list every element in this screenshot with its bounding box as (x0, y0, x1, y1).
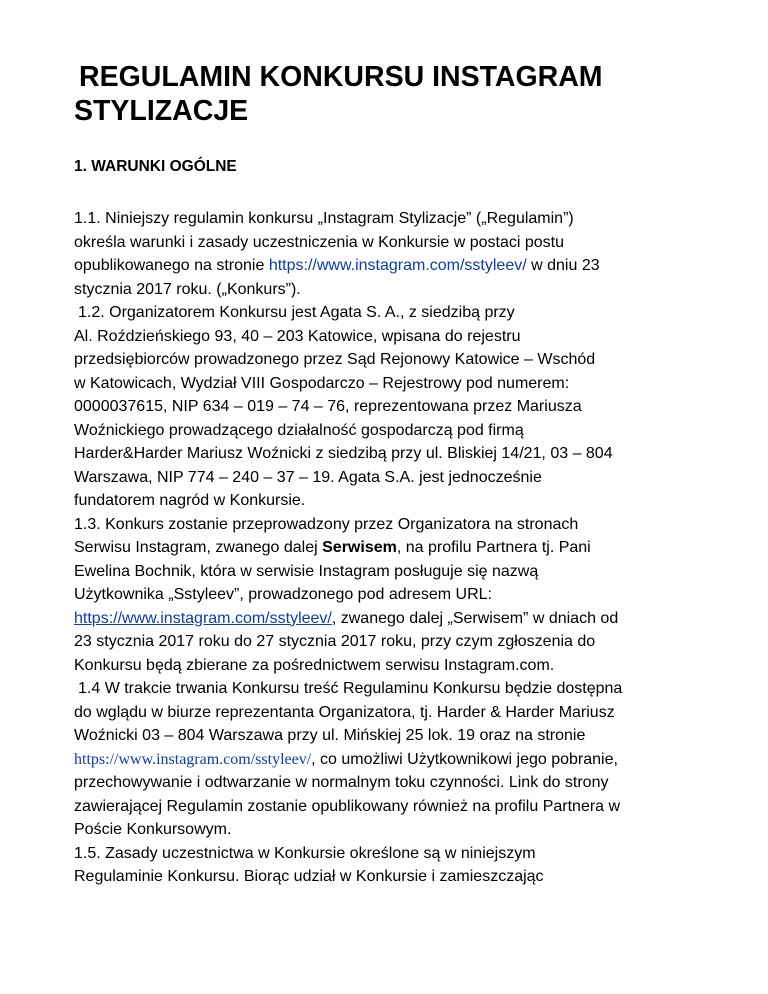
text-segment: Serwisu Instagram, zwanego dalej (74, 539, 323, 556)
text-segment: , zwanego dalej „Serwisem” w dniach od (331, 609, 619, 627)
text-line: Warszawa, NIP 774 – 240 – 37 – 19. Agata S.A. jest jednocześnie (74, 468, 542, 486)
instagram-link[interactable]: https://www.instagram.com/sstyleev/ (268, 257, 527, 274)
text-line: Poście Konkursowym. (74, 821, 232, 838)
section-heading: 1. WARUNKI OGÓLNE (74, 158, 237, 175)
text-line (74, 254, 714, 278)
document-title (74, 60, 714, 128)
text-line: w Katowicach, Wydział VIII Gospodarczo – Rejestrowy pod numerem: (74, 374, 570, 392)
text-line: Harder&Harder Mariusz Woźnicki z siedzibą przy ul. Bliskiej 14/21, 03 – 804 (74, 445, 613, 462)
text-line: przechowywanie i odtwarzanie w normalnym toku czynności. Link do strony (74, 774, 609, 791)
text-line: 1.3. Konkurs zostanie przeprowadzony przez Organizatora na stronach (74, 515, 579, 533)
text-line (74, 536, 714, 560)
text-line: 0000037615, NIP 634 – 019 – 74 – 76, reprezentowana przez Mariusza (74, 398, 582, 415)
bold-term: Serwisem (322, 539, 397, 556)
text-segment: w dniu 23 (526, 257, 600, 274)
text-line: Konkursu będą zbierane za pośrednictwem serwisu Instagram.com. (74, 656, 555, 674)
text-segment: , na profilu Partnera tj. Pani (396, 539, 591, 556)
text-line (74, 748, 714, 772)
text-line: do wglądu w biurze reprezentanta Organizatora, tj. Harder & Harder Mariusz (74, 703, 615, 721)
text-line: zawierającej Regulamin zostanie opublikowany również na profilu Partnera w (74, 797, 621, 815)
text-line: 1.1. Niniejszy regulamin konkursu „Instagram Stylizacje” („Regulamin”) (74, 210, 574, 227)
title-line-2: STYLIZACJE (74, 95, 249, 127)
text-segment: , co umożliwi Użytkownikowi jego pobranie, (311, 750, 618, 768)
text-line: przedsiębiorców prowadzonego przez Sąd Rejonowy Katowice – Wschód (74, 351, 596, 368)
text-line: stycznia 2017 roku. („Konkurs”). (74, 280, 301, 298)
instagram-link[interactable]: https://www.instagram.com/sstyleev/ (74, 750, 312, 768)
text-line: fundatorem nagród w Konkursie. (74, 492, 306, 509)
regulations-body (74, 207, 714, 889)
text-line: 1.2. Organizatorem Konkursu jest Agata S. A., z siedzibą przy (78, 304, 515, 321)
text-line: 1.4 W trakcie trwania Konkursu treść Regulaminu Konkursu będzie dostępna (78, 680, 623, 697)
text-line: Ewelina Bochnik, która w serwisie Instagram posługuje się nazwą (74, 562, 539, 580)
instagram-link[interactable]: https://www.instagram.com/sstyleev/ (74, 609, 332, 627)
text-line: Regulaminie Konkursu. Biorąc udział w Konkursie i zamieszczając (74, 868, 544, 885)
text-line: Woźnickiego prowadzącego działalność gospodarczą pod firmą (74, 421, 524, 439)
title-line-1: REGULAMIN KONKURSU INSTAGRAM (79, 61, 603, 93)
text-line (74, 607, 714, 631)
text-line: Użytkownika „Sstyleev”, prowadzonego pod adresem URL: (74, 586, 492, 603)
text-line: Al. Roździeńskiego 93, 40 – 203 Katowice, wpisana do rejestru (74, 327, 521, 345)
text-line: 23 stycznia 2017 roku do 27 stycznia 2017 roku, przy czym zgłoszenia do (74, 633, 596, 650)
text-line: 1.5. Zasady uczestnictwa w Konkursie określone są w niniejszym (74, 844, 536, 862)
text-line: Woźnicki 03 – 804 Warszawa przy ul. Mińskiej 25 lok. 19 oraz na stronie (74, 727, 586, 744)
text-segment: opublikowanego na stronie (74, 257, 269, 274)
text-line: określa warunki i zasady uczestniczenia w Konkursie w postaci postu (74, 233, 565, 251)
